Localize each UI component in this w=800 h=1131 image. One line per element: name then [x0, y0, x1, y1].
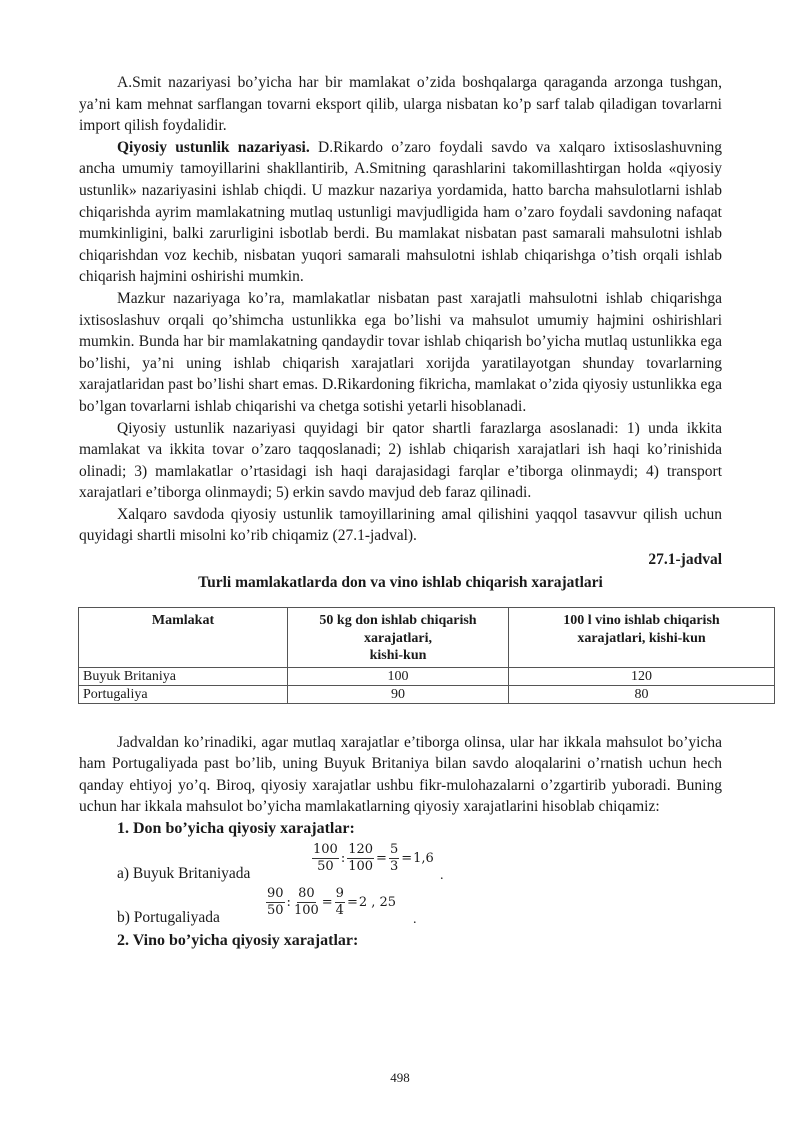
- formula-end-dot: .: [440, 867, 444, 883]
- cost-table: [78, 607, 775, 704]
- table-header-row: [79, 608, 775, 668]
- section-title-comparative-advantage: Qiyosiy ustunlik nazariyasi.: [117, 138, 310, 156]
- label-portugal: b) Portugaliyada: [117, 908, 220, 926]
- cell-wine-cost: 80: [509, 685, 775, 703]
- table-row: [79, 685, 775, 703]
- cell-grain-cost: 90: [288, 685, 509, 703]
- page-number: 498: [390, 1070, 410, 1085]
- cell-wine-cost: 120: [509, 667, 775, 685]
- fraction: $\frac{100}{50}$: [313, 841, 338, 874]
- formula-britain: $\frac{100}{50}$ : $\frac{120}{100}$ = $\frac{5}{3}$ = 1,6: [313, 841, 434, 874]
- table-title: Turli mamlakatlarda don va vino ishlab chiqarish xarajatlari: [198, 574, 603, 592]
- page-content: [79, 72, 722, 952]
- paragraph-assumptions: Qiyosiy ustunlik nazariyasi quyidagi bir qator shartli farazlarga asoslanadi: 1) unda ikkita mamlakat va ikkita tovar o’zaro taqqoslanadi; 2) ishlab chiqarish xarajatlari ish haqi ko’rinishida olinadi; 3) mamlakatlar o’rtasidagi ish haqi darajasidagi farqlar e’tiborga olinmaydi; 4) transport xarajatlari e’tiborga olinmaydi; 5) erkin savdo mavjud deb faraz qilinadi.: [79, 419, 722, 502]
- cell-country: Portugaliya: [79, 685, 288, 703]
- header-grain-cost: 50 kg don ishlab chiqarish xarajatlari, kishi-kun: [288, 608, 509, 668]
- label-britain: a) Buyuk Britaniyada: [117, 864, 251, 882]
- fraction: $\frac{90}{50}$: [267, 885, 284, 918]
- paragraph-table-analysis: Jadvaldan ko’rinadiki, agar mutlaq xarajatlar e’tiborga olinsa, ular har ikkala mahsulot bo’yicha ham Portugaliyada past bo’lib, uning Buyuk Britaniya bilan savdo aloqalarini o’rnatish uchun hech qanday ehtiyoj yo’q. Biroq, qiyosiy xarajatlar ushbu fikr-mulohazalarni o’zgartirib yuboradi. Buning uchun har ikkala mahsulot bo’yicha mamlakatlarning qiyosiy xarajatlarini hisoblab chiqamiz:: [79, 733, 722, 816]
- header-country: Mamlakat: [79, 608, 288, 668]
- fraction: $\frac{80}{100}$: [293, 885, 319, 918]
- heading-wine-comparative-costs: 2. Vino bo’yicha qiyosiy xarajatlar:: [117, 931, 359, 949]
- cell-country: Buyuk Britaniya: [79, 667, 288, 685]
- result-portugal: 2 , 25: [358, 894, 397, 910]
- formula-row-portugal: [79, 884, 722, 928]
- fraction: $\frac{5}{3}$: [389, 841, 399, 874]
- table-number: 27.1-jadval: [648, 551, 722, 569]
- table-row: [79, 667, 775, 685]
- paragraph-theory-specialization: Mazkur nazariyaga ko’ra, mamlakatlar nisbatan past xarajatli mahsulotni ishlab chiqarishga ixtisoslashuv orqali qo’shimcha ustunlikka ega bo’lishi va mahsulot umumiy hajmini oshirishlari mumkin. Bunda har bir mamlakatning qandaydir tovar ishlab chiqarish bo’yicha mutlaq ustunlikka ega bo’lishi, ya’ni uning ishlab chiqarish xarajatlari xorijda yaratilayotgan shunday tovarlarning xarajatlaridan past bo’lishi shart emas. D.Rikardoning fikricha, mamlakat o’zida qiyosiy ustunlikka ega bo’lgan tovarlarni ishlab chiqarishi va chetga sotishi yetarli hisoblanadi.: [79, 289, 722, 415]
- paragraph-smith: A.Smit nazariyasi bo’yicha har bir mamlakat o’zida boshqalarga qaraganda arzonga tushgan, ya’ni kam mehnat sarflangan tovarni eksport qilib, ularga nisbatan ko’p sarf talab qiladigan tovarlarni import qilish foydalidir.: [79, 74, 722, 135]
- formula-row-britain: [79, 840, 722, 884]
- paragraph-comparative-advantage: [79, 137, 722, 288]
- fraction: $\frac{120}{100}$: [348, 841, 374, 874]
- paragraph-example-intro: Xalqaro savdoda qiyosiy ustunlik tamoyillarining amal qilishini yaqqol tasavvur qilish uchun quyidagi shartli misolni ko’rib chiqamiz (27.1-jadval).: [79, 505, 722, 545]
- formula-portugal: $\frac{90}{50}$ : $\frac{80}{100}$ = $\frac{9}{4}$ = 2 , 25: [267, 885, 397, 918]
- paragraph-ricardo-text: D.Rikardo o’zaro foydali savdo va xalqaro ixtisoslashuvning ancha umumiy tamoyillarini shakllantirib, A.Smitning qarashlarini takomillashtirgan holda «qiyosiy ustunlik» nazariyasini ishlab chiqdi. U mazkur nazariya yordamida, hatto barcha mahsulotlarni ishlab chiqarishda ayrim mamlakatning mutlaq ustunligi mavjudligida ham o’zaro foydali savdoning nafaqat mumkinligini, balki zarurligini isbotlab berdi. Bu mamlakat nisbatan past samarali mahsulotni ishlab chiqarishdan voz kechib, nisbatan yuqori samarali mahsulotni ishlab chiqarishga o’tish orqali ishlab chiqarish hajmini oshirishi mumkin.: [79, 138, 722, 286]
- cell-grain-cost: 100: [288, 667, 509, 685]
- header-wine-cost: 100 l vino ishlab chiqarish xarajatlari, kishi-kun: [509, 608, 775, 668]
- fraction: $\frac{9}{4}$: [335, 885, 344, 918]
- heading-grain-comparative-costs: 1. Don bo’yicha qiyosiy xarajatlar:: [117, 819, 355, 837]
- result-britain: 1,6: [413, 850, 434, 866]
- formula-end-dot: .: [413, 911, 417, 927]
